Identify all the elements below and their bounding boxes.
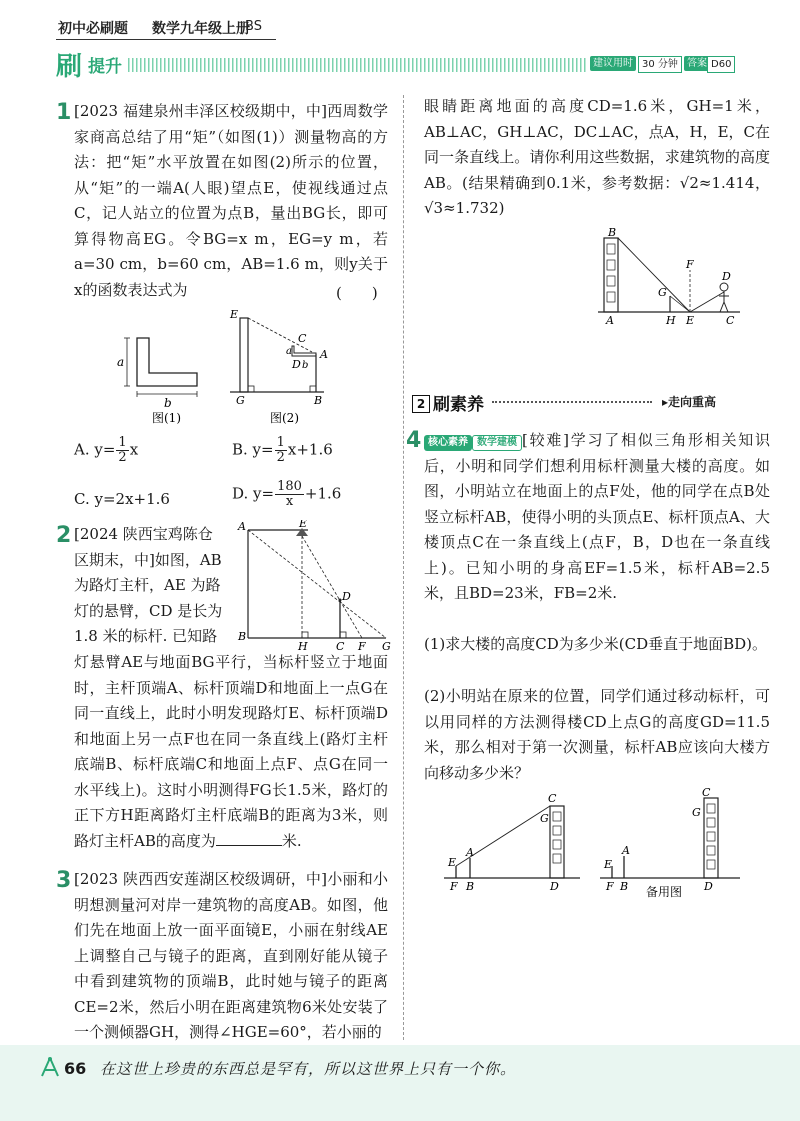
fig2-label-A: A: [320, 348, 328, 361]
q4-fig2-label-A: A: [622, 844, 630, 857]
section-subtitle: [662, 393, 716, 410]
fig2-label-C: C: [298, 332, 307, 345]
q3-label-F: F: [686, 258, 694, 271]
question-2-body: [74, 650, 388, 854]
series-title: 初中必刷题: [58, 21, 128, 37]
fig1-ruler: [124, 338, 197, 397]
section-subtitle-text: 走向重高: [668, 395, 717, 409]
q3-label-B: B: [608, 226, 617, 239]
fig1-caption: 图(1): [152, 411, 181, 425]
question-4-figures: [440, 788, 770, 903]
q4-fig1-label-E: E: [448, 856, 457, 869]
q3-label-C: C: [726, 314, 735, 326]
q1-option-d-den: x: [285, 494, 294, 509]
question-2-intro: [74, 522, 234, 650]
fig1-label-b: b: [164, 396, 172, 410]
q2-label-C: C: [336, 640, 345, 650]
section-title-text: 刷素养: [433, 395, 484, 415]
q3-label-E: E: [686, 314, 695, 326]
fig2-label-D: D: [292, 358, 301, 371]
page-footer: [0, 1045, 800, 1121]
question-3-body: [2023 陕西西安莲湖区校级调研，中]小丽和小明想测量河对岸一建筑物的高度AB。如图，他们先在地面上放一面平面镜E，小丽在射线AE上调整自己与镜子的距离，直到刚好能从镜子中看到建筑物的顶端B，此时她与镜子的距离CE=2米，然后小明在距离建筑物6米处安装了一个测倾器GH，测得∠HGE=60°，若小丽的: [74, 870, 388, 1041]
fig2-label-G: G: [236, 394, 245, 407]
q1-option-b[interactable]: [232, 436, 333, 465]
q1-option-b-fraction: [275, 436, 287, 465]
q2-label-B: B: [238, 630, 247, 643]
q4-fig1-label-G: G: [540, 812, 549, 825]
column-divider: [403, 95, 404, 1040]
fig2-label-E: E: [230, 308, 239, 321]
question-number-3: 3: [56, 868, 72, 893]
fig2-scene: [230, 318, 324, 392]
q1-option-a-pre: A. y=: [74, 440, 116, 459]
q4-fig2-label-G: G: [692, 806, 701, 819]
q4-fig2-label-D: D: [704, 880, 713, 893]
q1-option-b-pre: B. y=: [232, 440, 274, 459]
q1-option-b-post: x+1.6: [287, 440, 333, 459]
q2-label-D: D: [342, 590, 351, 603]
compass-logo-icon: [38, 1056, 62, 1078]
q2-line-5: 1.8 米的标杆. 已知路: [74, 627, 218, 645]
question-3-body-continued: 眼睛距离地面的高度CD=1.6米，GH=1米，AB⊥AC，GH⊥AC，DC⊥AC，点A，H，E，C在同一条直线上。请你利用这些数据，求建筑物的高度AB。(结果精确到0.1米，参考数据：√2≈1.414，√3≈1.732): [424, 97, 771, 217]
header-rule: [56, 39, 276, 40]
q2-label-E: E: [299, 520, 308, 530]
subject-title: 数学九年级上册: [152, 21, 250, 37]
edition-label: BS: [245, 19, 262, 34]
tag-core-literacy: 核心素养: [424, 435, 472, 451]
q1-option-a-num: 1: [118, 435, 127, 450]
q2-label-F: F: [358, 640, 366, 650]
tag-math-modeling: 数学建模: [472, 435, 522, 451]
q1-option-b-den: 2: [276, 450, 285, 465]
question-2-figure: [236, 520, 398, 650]
question-1-figures: [112, 308, 402, 426]
question-number-1: 1: [56, 100, 72, 125]
q1-option-a-fraction: [116, 436, 128, 465]
q1-option-d-num: 180: [277, 479, 302, 494]
q4-fig1-label-D: D: [550, 880, 559, 893]
q4-fig1-label-A: A: [466, 846, 474, 859]
q3-label-G: G: [658, 286, 667, 299]
footer-motto: 在这世上珍贵的东西总是罕有，所以这世界上只有一个你。: [100, 1060, 517, 1078]
q2-line-3: 为路灯主杆，AE 为路: [74, 576, 221, 594]
q4-fig2-caption: 备用图: [646, 885, 683, 899]
q2-label-A: A: [238, 520, 246, 533]
q2-label-H: H: [298, 640, 308, 650]
q1-option-d-pre: D. y=: [232, 484, 275, 503]
fig2-label-b: b: [302, 360, 309, 371]
question-4-part-2: (2)小明站在原来的位置，同学们通过移动标杆，可以用同样的方法测得楼CD上点G的高度GD=11.5米，那么相对于第一次测量，标杆AB应该向大楼方向移动多少米？: [424, 687, 770, 782]
fig2-label-a: a: [286, 346, 292, 357]
header-stripes: [128, 58, 586, 72]
q2-answer-blank[interactable]: [216, 831, 282, 846]
q4-fig1-label-F: F: [450, 880, 458, 893]
answer-label: 答案: [684, 56, 710, 71]
fig1-label-a: a: [117, 355, 125, 369]
question-1-text: [74, 99, 388, 303]
q1-option-a-post: x: [129, 440, 139, 459]
q1-option-d-post: +1.6: [304, 484, 342, 503]
q4-fig2-label-E: E: [604, 858, 613, 871]
q2-label-G: G: [382, 640, 391, 650]
brand-subtitle: 提升: [88, 57, 122, 77]
question-number-2: 2: [56, 523, 72, 548]
page-number: 66: [64, 1059, 87, 1078]
time-value: 30 分钟: [638, 56, 682, 73]
fig2-label-B: B: [314, 394, 323, 407]
q3-label-H: H: [666, 314, 676, 326]
q2-line-4: 灯的悬臂，CD 是长为: [74, 601, 223, 620]
q1-option-a[interactable]: [74, 436, 138, 465]
q4-fig1-label-C: C: [548, 792, 557, 805]
q1-option-c[interactable]: C. y=2x+1.6: [74, 490, 170, 508]
section-number-icon: 2: [412, 395, 430, 413]
q2-body-end: 米.: [281, 831, 302, 850]
question-number-4: 4: [406, 428, 422, 453]
section-dots: [492, 401, 652, 403]
q4-fig2-label-F: F: [606, 880, 614, 893]
q2-line-1: [2024 陕西宝鸡陈仓: [74, 525, 213, 543]
q1-option-d[interactable]: [232, 480, 341, 509]
page-header: [0, 0, 800, 82]
q4-fig2-label-B: B: [620, 880, 629, 893]
q1-option-d-fraction: [275, 480, 304, 509]
section-title: [412, 390, 484, 415]
question-4-body: [424, 428, 770, 607]
q3-label-D: D: [722, 270, 731, 283]
q1-option-a-den: 2: [118, 450, 127, 465]
q1-option-b-num: 1: [276, 435, 285, 450]
q2-line-2: 区期末，中]如图，AB: [74, 550, 222, 569]
q2-body-text: 灯悬臂AE与地面BG平行，当标杆竖立于地面时，主杆顶端A、标杆顶端D和地面上一点G在同一直线上，此时小明发现路灯E、标杆顶端D和地面上另一点F也在同一条直线上(路灯主杆底端B、标杆底端C和地面上点F、点G在同一水平线上)。这时小明测得FG长1.5米，路灯的正下方H距离路灯主杆底端B的距离为3米，则路灯主杆AB的高度为: [74, 653, 388, 850]
time-label: 建议用时: [590, 56, 636, 71]
brand-mark: 刷: [56, 52, 83, 82]
question-3-figure: [594, 226, 744, 326]
question-4-part-1: (1)求大楼的高度CD为多少米(CD垂直于地面BD)。: [424, 635, 768, 653]
arrow-icon: ▸: [662, 395, 669, 409]
q3-label-A: A: [606, 314, 614, 326]
q4-body-text: [较难]学习了相似三角形相关知识后，小明和同学们想利用标杆测量大楼的高度。如图，小明站立在地面上的点F处，他的同学在点B处竖立标杆AB，使得小明的头顶点E、标杆顶点A、大楼顶点C在一条直线上(点F，B，D也在一条直线上)。已知小明的身高EF=1.5米，标杆AB=2.5米，且BD=23米，FB=2米.: [424, 431, 770, 602]
question-1-answer-paren: ( ): [336, 284, 378, 302]
question-1-body: [2023 福建泉州丰泽区校级期中，中]西周数学家商高总结了用“矩”（如图(1)）测量物高的方法：把“矩”水平放置在如图(2)所示的位置，从“矩”的一端A(人眼)望点E，使视线通过点C，记人站立的位置为点B，量出BG长，即可算得物高EG。令BG=x m，EG=y m，若a=30 cm，b=60 cm，AB=1.6 m，则y关于x的函数表达式为: [74, 102, 388, 299]
q4-fig2-label-C: C: [702, 788, 711, 799]
q4-fig1-label-B: B: [466, 880, 475, 893]
fig2-caption: 图(2): [270, 411, 299, 425]
answer-code: D60: [707, 56, 735, 73]
